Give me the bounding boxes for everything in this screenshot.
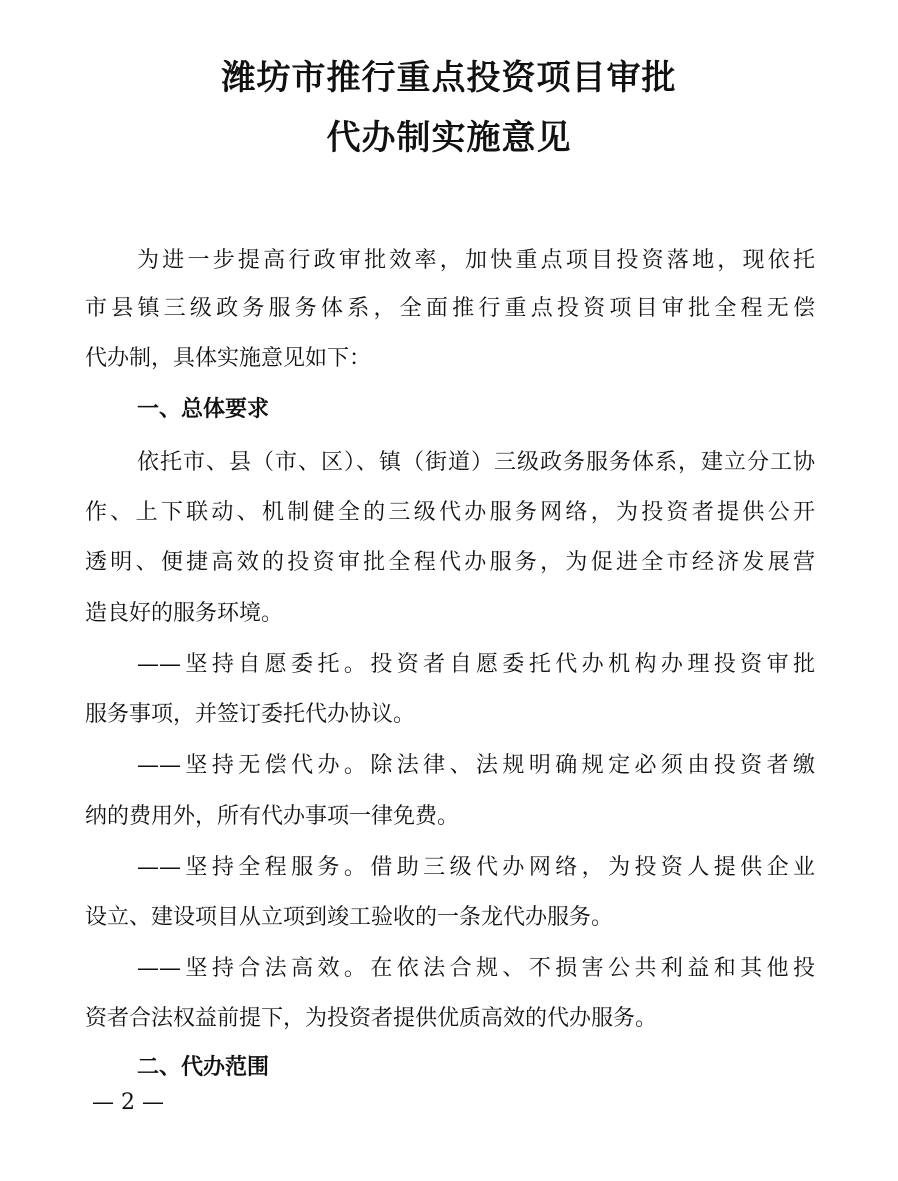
principle-2-line-2: 纳的费用外，所有代办事项一律免费。 — [85, 804, 460, 829]
intro-line-3: 代办制，具体实施意见如下： — [85, 346, 372, 371]
principle-1-line-1: ——坚持自愿委托。投资者自愿委托代办机构办理投资审批 — [137, 652, 815, 677]
intro-line-1: 为进一步提高行政审批效率，加快重点项目投资落地，现依托 — [137, 248, 815, 273]
document-title-line-1: 潍坊市推行重点投资项目审批 — [221, 58, 677, 98]
section-1-line-4: 造良好的服务环境。 — [85, 601, 284, 626]
section-1-line-1: 依托市、县（市、区）、镇（街道）三级政务服务体系，建立分工协 — [137, 450, 815, 475]
section-heading-2: 二、代办范围 — [137, 1055, 270, 1080]
intro-line-2: 市县镇三级政务服务体系，全面推行重点投资项目审批全程无偿 — [85, 296, 815, 321]
document-title-line-2: 代办制实施意见 — [326, 118, 572, 158]
principle-4-line-2: 资者合法权益前提下，为投资者提供优质高效的代办服务。 — [85, 1006, 658, 1031]
section-1-line-3: 透明、便捷高效的投资审批全程代办服务，为促进全市经济发展营 — [85, 550, 815, 575]
principle-3-line-2: 设立、建设项目从立项到竣工验收的一条龙代办服务。 — [85, 905, 614, 930]
page-number: — 2 — — [92, 1090, 164, 1115]
section-1-line-2: 作、上下联动、机制健全的三级代办服务网络，为投资者提供公开 — [85, 500, 815, 525]
principle-1-line-2: 服务事项，并签订委托代办协议。 — [85, 702, 416, 727]
section-heading-1: 一、总体要求 — [137, 397, 270, 422]
principle-4-line-1: ——坚持合法高效。在依法合规、不损害公共利益和其他投 — [137, 956, 815, 981]
principle-3-line-1: ——坚持全程服务。借助三级代办网络，为投资人提供企业 — [137, 855, 815, 880]
principle-2-line-1: ——坚持无偿代办。除法律、法规明确规定必须由投资者缴 — [137, 753, 815, 778]
